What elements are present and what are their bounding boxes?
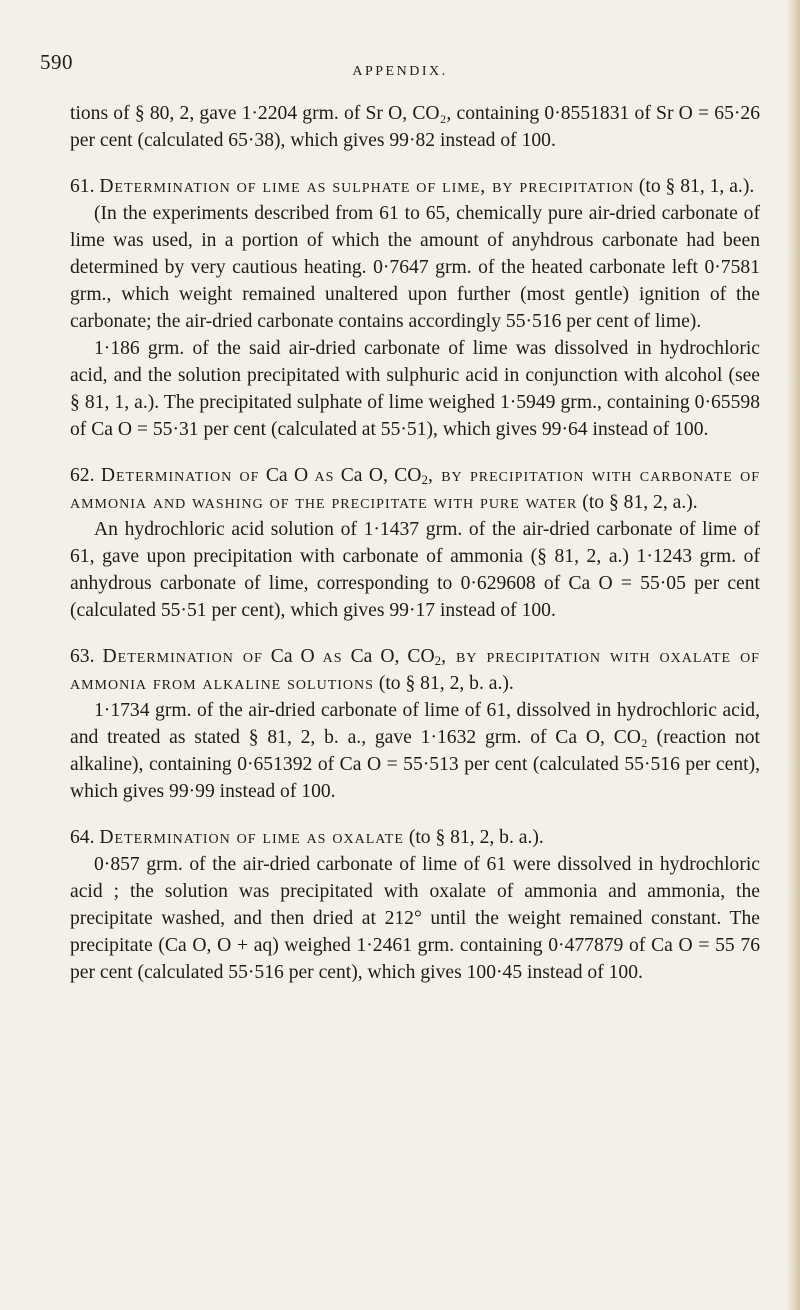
section-61-title: Determination of lime as sulphate of lime, by precipitation bbox=[99, 176, 634, 197]
section-63 bbox=[70, 643, 760, 805]
section-63-formula-2: Ca O, CO bbox=[350, 646, 435, 667]
section-63-number: 63. bbox=[70, 646, 95, 667]
section-63-heading bbox=[70, 643, 760, 697]
section-63-title-post: , by precipitation with oxalate of ammonia from alkaline solutions bbox=[70, 646, 760, 694]
section-62 bbox=[70, 462, 760, 624]
section-63-as: as bbox=[322, 646, 343, 667]
section-62-as: as bbox=[314, 465, 335, 486]
section-62-formula-2-subscript: 2 bbox=[421, 472, 428, 487]
page-header bbox=[40, 50, 760, 90]
section-61-paragraph-1: (In the experiments described from 61 to 65, chemically pure air-dried carbonate of lime was used, in a portion of which the amount of anyhdrous carbonate had been determined by very cautious heating. 0·7647 grm. of the heated carbonate left 0·7581 grm., which weight remained unaltered upon further (most gentle) ignition of the carbonate; the air-dried carbonate contains accordingly 55·516 per cent of lime). bbox=[70, 203, 760, 332]
section-63-formula-1: Ca O bbox=[270, 646, 315, 667]
section-64-title: Determination of lime as oxalate bbox=[99, 827, 404, 848]
section-61-ref: (to § 81, 1, a.). bbox=[638, 176, 755, 197]
section-62-title-post: , by precipitation with carbonate of ammonia and washing of the precipitate with pure water bbox=[70, 465, 761, 513]
section-63-title-pre: Determination of bbox=[102, 646, 263, 667]
section-61-paragraph-2: 1·186 grm. of the said air-dried carbonate of lime was dissolved in hydrochloric acid, and the solution precipitated with sulphuric acid in conjunction with alcohol (see § 81, 1, a.). The precipitated sulphate of lime weighed 1·5949 grm., containing 0·65598 of Ca O = 55·31 per cent (calculated at 55·51), which gives 99·64 instead of 100. bbox=[70, 338, 760, 440]
section-63-paragraph-1: 1·1734 grm. of the air-dried carbonate of lime of 61, dissolved in hydrochloric acid, and treated as stated § 81, 2, b. a., gave 1·1632 grm. of Ca O, CO₂ (reaction not alkaline), containing 0·651392 of Ca O = 55·513 per cent (calculated 55·516 per cent), which gives 99·99 instead of 100. bbox=[70, 700, 760, 802]
section-62-paragraph-1: An hydrochloric acid solution of 1·1437 grm. of the air-dried carbonate of lime of 61, gave upon precipitation with carbonate of ammonia (§ 81, 2, a.) 1·1243 grm. of anhydrous carbonate of lime, corresponding to 0·629608 of Ca O = 55·05 per cent (calculated 55·51 per cent), which gives 99·17 instead of 100. bbox=[70, 519, 760, 621]
section-62-ref: (to § 81, 2, a.). bbox=[582, 492, 698, 513]
section-62-heading bbox=[70, 462, 760, 516]
section-64-paragraph-1: 0·857 grm. of the air-dried carbonate of lime of 61 were dissolved in hydrochloric acid ; the solution was precipitated with oxalate of ammonia and ammonia, the precipitate washed, and then dried at 212° until the weight remained constant. The precipitate (Ca O, O + aq) weighed 1·2461 grm. containing 0·477879 of Ca O = 55 76 per cent (calculated 55·516 per cent), which gives 100·45 instead of 100. bbox=[70, 854, 760, 983]
section-64 bbox=[70, 824, 760, 986]
section-61-heading bbox=[70, 173, 760, 200]
section-64-ref: (to § 81, 2, b. a.). bbox=[408, 827, 544, 848]
section-64-number: 64. bbox=[70, 827, 95, 848]
section-62-formula-2: Ca O, CO bbox=[340, 465, 422, 486]
section-62-formula-1: Ca O bbox=[265, 465, 309, 486]
running-head: APPENDIX. bbox=[352, 64, 448, 79]
section-62-title-pre: Determination of bbox=[100, 465, 260, 486]
section-63-ref: (to § 81, 2, b. a.). bbox=[378, 673, 514, 694]
page-edge-shadow bbox=[786, 0, 800, 1310]
section-63-formula-2-subscript: 2 bbox=[434, 653, 442, 668]
section-61-number: 61. bbox=[70, 176, 95, 197]
section-64-heading bbox=[70, 824, 760, 851]
page-number: 590 bbox=[40, 50, 73, 74]
section-62-number: 62. bbox=[70, 465, 95, 486]
intro-paragraph: tions of § 80, 2, gave 1·2204 grm. of Sr O, CO₂, containing 0·8551831 of Sr O = 65·26 per cent (calculated 65·38), which gives 99·82 instead of 100. bbox=[70, 103, 760, 151]
page-body bbox=[70, 100, 760, 986]
section-61 bbox=[70, 173, 760, 443]
